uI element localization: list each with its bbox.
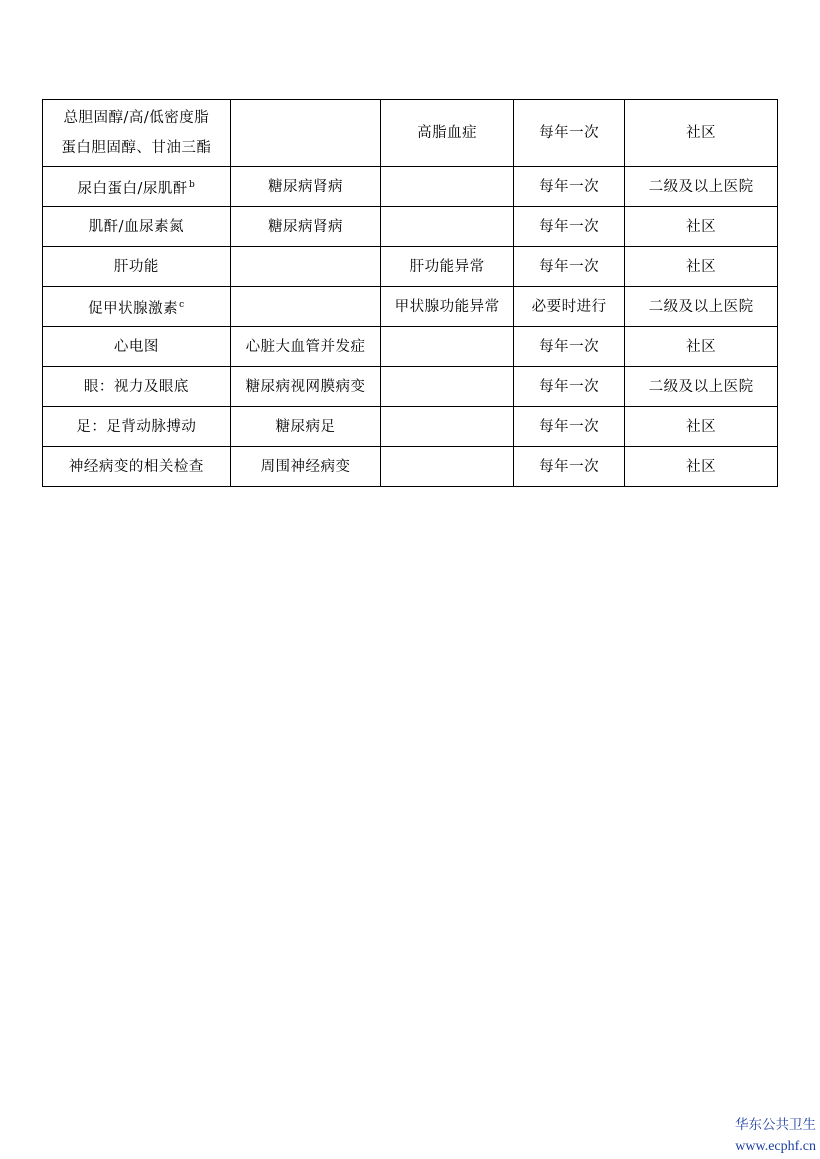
watermark-url: www.ecphf.cn (735, 1139, 816, 1154)
exam-item-text: 尿白蛋白/尿肌酐 (77, 180, 188, 197)
watermark-name: 华东公共卫生 (735, 1117, 816, 1133)
exam-item-text: 足：足背动脉搏动 (76, 418, 197, 435)
exam-item-cell (43, 207, 231, 247)
exam-item-cell (43, 287, 231, 327)
exam-item-cell (43, 367, 231, 407)
exam-item-cell (43, 167, 231, 207)
frequency-cell: 每年一次 (513, 407, 624, 447)
complication-cell (230, 247, 381, 287)
institution-cell: 社区 (625, 447, 778, 487)
exam-item-text: 肌酐/血尿素氮 (88, 218, 185, 235)
complication-cell: 周围神经病变 (230, 447, 381, 487)
table-row (43, 367, 778, 407)
table-row (43, 100, 778, 167)
frequency-cell: 每年一次 (513, 247, 624, 287)
complication-cell: 糖尿病肾病 (230, 207, 381, 247)
frequency-cell: 每年一次 (513, 207, 624, 247)
footnote-marker: c (179, 299, 185, 310)
institution-cell: 社区 (625, 407, 778, 447)
exam-item-cell (43, 100, 231, 167)
institution-cell: 二级及以上医院 (625, 287, 778, 327)
frequency-cell: 每年一次 (513, 367, 624, 407)
exam-item-text: 促甲状腺激素 (88, 300, 179, 317)
frequency-cell: 每年一次 (513, 167, 624, 207)
exam-item-text: 肝功能 (113, 258, 159, 275)
frequency-cell: 每年一次 (513, 100, 624, 167)
complication-cell: 糖尿病肾病 (230, 167, 381, 207)
exam-item-cell (43, 327, 231, 367)
table-row (43, 407, 778, 447)
frequency-cell: 每年一次 (513, 447, 624, 487)
institution-cell: 社区 (625, 327, 778, 367)
table-row (43, 327, 778, 367)
exam-item-cell (43, 447, 231, 487)
complication-cell (230, 287, 381, 327)
complication-cell: 糖尿病视网膜病变 (230, 367, 381, 407)
examination-schedule-table (42, 99, 778, 487)
complication-cell (230, 100, 381, 167)
exam-item-line-2: 蛋白胆固醇、甘油三酯 (61, 140, 212, 156)
complication-cell: 糖尿病足 (230, 407, 381, 447)
comorbidity-cell (381, 207, 514, 247)
table-row (43, 167, 778, 207)
comorbidity-cell: 高脂血症 (381, 100, 514, 167)
frequency-cell: 每年一次 (513, 327, 624, 367)
comorbidity-cell: 肝功能异常 (381, 247, 514, 287)
institution-cell: 社区 (625, 247, 778, 287)
comorbidity-cell (381, 447, 514, 487)
table-row (43, 447, 778, 487)
table-row (43, 247, 778, 287)
institution-cell: 社区 (625, 100, 778, 167)
comorbidity-cell (381, 327, 514, 367)
institution-cell: 社区 (625, 207, 778, 247)
comorbidity-cell (381, 167, 514, 207)
exam-item-text: 心电图 (113, 338, 159, 355)
institution-cell: 二级及以上医院 (625, 367, 778, 407)
exam-item-cell (43, 407, 231, 447)
exam-item-text: 眼：视力及眼底 (83, 378, 189, 395)
table-row (43, 207, 778, 247)
exam-item-cell (43, 247, 231, 287)
exam-item-text: 神经病变的相关检查 (68, 458, 204, 475)
site-watermark (735, 1115, 816, 1157)
frequency-cell: 必要时进行 (513, 287, 624, 327)
institution-cell: 二级及以上医院 (625, 167, 778, 207)
footnote-marker: b (188, 179, 196, 190)
comorbidity-cell (381, 407, 514, 447)
comorbidity-cell (381, 367, 514, 407)
complication-cell: 心脏大血管并发症 (230, 327, 381, 367)
exam-item-line-1: 总胆固醇/高/低密度脂 (63, 110, 210, 126)
table-row (43, 287, 778, 327)
comorbidity-cell: 甲状腺功能异常 (381, 287, 514, 327)
